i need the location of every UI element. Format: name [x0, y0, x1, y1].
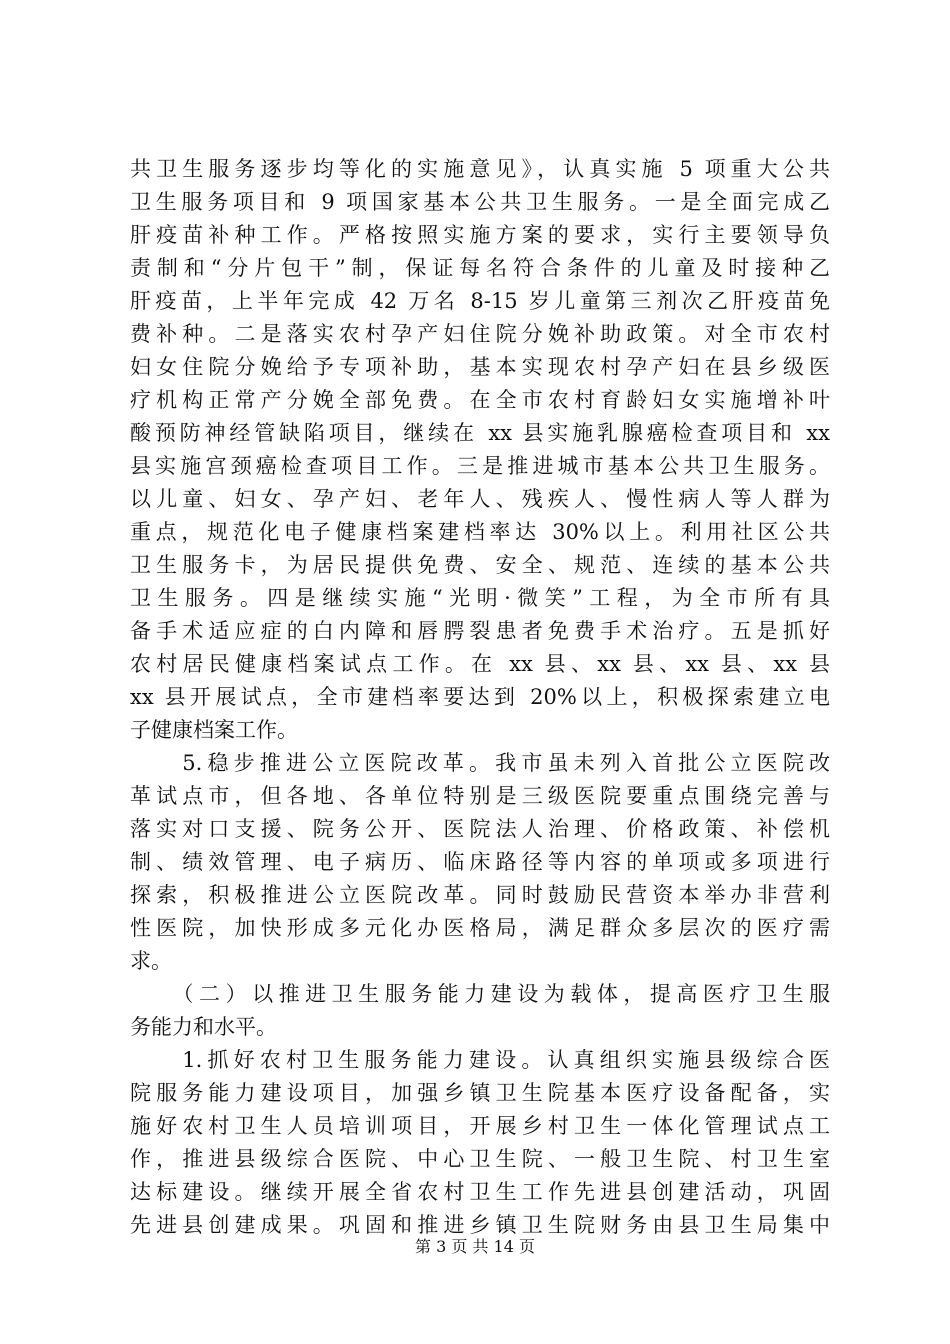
text-line: 先进县创建成果。巩固和推进乡镇卫生院财务由县卫生局集中 — [130, 1213, 830, 1237]
text-line: 费补种。二是落实农村孕产妇住院分娩补助政策。对全市农村 — [130, 322, 830, 346]
text-line: 肝疫苗补种工作。严格按照实施方案的要求，实行主要领导负 — [130, 223, 830, 247]
text-line: 共卫生服务逐步均等化的实施意见》，认真实施 5 项重大公共 — [130, 157, 830, 181]
text-line: 作，推进县级综合医院、中心卫生院、一般卫生院、村卫生室 — [130, 1147, 830, 1171]
page-footer: 第 3 页 共 14 页 — [415, 1237, 535, 1256]
text-line: 5.稳步推进公立医院改革。我市虽未列入首批公立医院改 — [130, 751, 830, 775]
body-text — [130, 153, 830, 1242]
text-line: 卫生服务卡，为居民提供免费、安全、规范、连续的基本公共 — [130, 553, 830, 577]
text-line: 以儿童、妇女、孕产妇、老年人、残疾人、慢性病人等人群为 — [130, 487, 830, 511]
text-line: 探索，积极推进公立医院改革。同时鼓励民营资本举办非营利 — [130, 883, 830, 907]
text-line: 施好农村卫生人员培训项目，开展乡村卫生一体化管理试点工 — [130, 1114, 830, 1138]
text-line: 疗机构正常产分娩全部免费。在全市农村育龄妇女实施增补叶 — [130, 388, 830, 412]
text-line: 肝疫苗，上半年完成 42 万名 8-15 岁儿童第三剂次乙肝疫苗免 — [130, 289, 830, 313]
text-line: 卫生服务。四是继续实施“光明·微笑”工程，为全市所有具 — [130, 586, 830, 610]
text-line: 县实施宫颈癌检查项目工作。三是推进城市基本公共卫生服务。 — [130, 454, 830, 478]
text-line: 备手术适应症的白内障和唇腭裂患者免费手术治疗。五是抓好 — [130, 619, 830, 643]
text-line: 务能力和水平。 — [130, 1015, 277, 1039]
text-line: 性医院，加快形成多元化办医格局，满足群众多层次的医疗需 — [130, 916, 830, 940]
text-line: 落实对口支援、院务公开、医院法人治理、价格政策、补偿机 — [130, 817, 830, 841]
text-line: xx 县开展试点，全市建档率要达到 20%以上，积极探索建立电 — [130, 685, 830, 709]
text-line: 达标建设。继续开展全省农村卫生工作先进县创建活动，巩固 — [130, 1180, 830, 1204]
text-line: 妇女住院分娩给予专项补助，基本实现农村孕产妇在县乡级医 — [130, 355, 830, 379]
text-line: 革试点市，但各地、各单位特别是三级医院要重点围绕完善与 — [130, 784, 830, 808]
text-line: 1.抓好农村卫生服务能力建设。认真组织实施县级综合医 — [130, 1048, 830, 1072]
text-line: （二）以推进卫生服务能力建设为载体，提高医疗卫生服 — [130, 982, 830, 1006]
text-line: 子健康档案工作。 — [130, 718, 298, 742]
text-line: 酸预防神经管缺陷项目，继续在 xx 县实施乳腺癌检查项目和 xx — [130, 421, 830, 445]
text-line: 求。 — [130, 949, 172, 973]
text-line: 制、绩效管理、电子病历、临床路径等内容的单项或多项进行 — [130, 850, 830, 874]
text-line: 卫生服务项目和 9 项国家基本公共卫生服务。一是全面完成乙 — [130, 190, 830, 214]
text-line: 责制和“分片包干”制，保证每名符合条件的儿童及时接种乙 — [130, 256, 830, 280]
text-line: 院服务能力建设项目，加强乡镇卫生院基本医疗设备配备，实 — [130, 1081, 830, 1105]
text-line: 农村居民健康档案试点工作。在 xx 县、xx 县、xx 县、xx 县 — [130, 652, 830, 676]
text-line: 重点，规范化电子健康档案建档率达 30%以上。利用社区公共 — [130, 520, 830, 544]
